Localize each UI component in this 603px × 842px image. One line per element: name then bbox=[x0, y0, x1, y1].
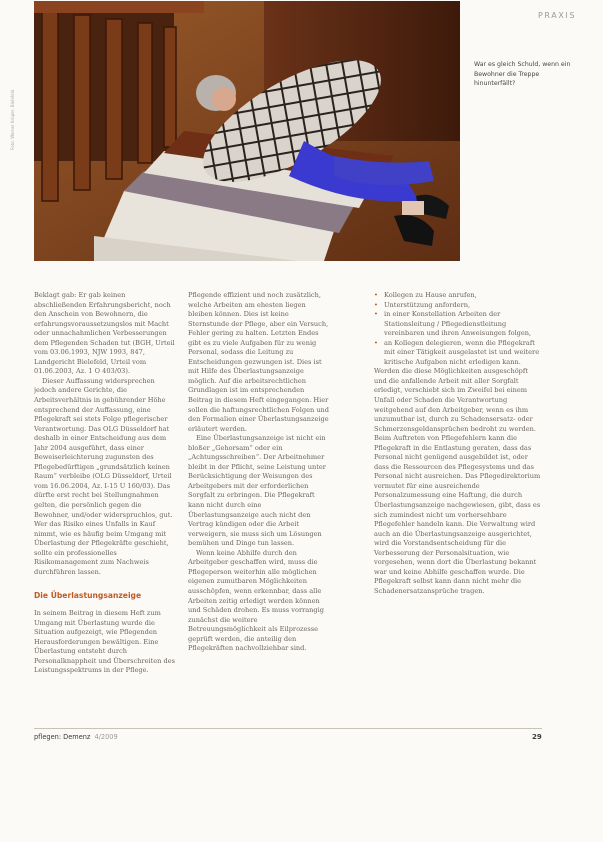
list-item: • Unterstützung anfordern, bbox=[374, 301, 542, 311]
photo-caption: War es gleich Schuld, wenn ein Bewohner die Treppe hinunterfällt? bbox=[474, 61, 571, 88]
footer-divider bbox=[34, 728, 542, 729]
page-number: 29 bbox=[532, 733, 542, 741]
paragraph: Werden die diese Möglichkeiten ausgeschöpft und die anfallende Arbeit mit aller Sorgfalt erledigt, verschiebt sich im Zweifel bei einem Unfall oder Schaden die Verantwortung weitgehend auf den Arbeitgeber, wenn es ihm unzumutbar ist, durch zu Schadensersatz- oder Schmerzensgeldansprüchen bedroht zu werden. Beim Auftreten von Pflegefehlern kann die Pflegekraft in die Entlastung geraten, dass das Personal nicht genügend ausgebildet ist, oder dass die Ressourcen des Pflegesystems und das Personal nicht ausreichen. Das Pflegedirektorium vermutet für eine ausreichende Personalzumessung eine Haftung, die durch Überlastungsanzeige nachgewiesen, gibt, dass es sich zumindest nicht um vorhersehbare Pflegefehler handeln kann. Die Verwaltung wird auch an die Überlastungsanzeige ausgerichtet, wird die Vorstandsentscheidung für die Verbesserung der Personalsituation, wie vorgesehen, wenn dort die Überlastung bekannt war und keine Abhilfe geschaffen wurde. Die Pflegekraft selbst kann dann nicht mehr die Schadenersatzansprüche tragen. bbox=[374, 367, 541, 595]
section-heading: Die Überlastungsanzeige bbox=[34, 591, 142, 601]
text-column-1 bbox=[34, 291, 176, 711]
bullet-list bbox=[374, 291, 542, 367]
journal-title bbox=[34, 733, 118, 741]
paragraph: In seinem Beitrag in diesem Heft zum Umgang mit Überlastung wurde die Situation aufgezeigt, wie Pflegenden Herausforderungen bewältigen. Eine Überlastung entsteht durch Personalknappheit und Überschreiten des Leistungsspektrums in der Pflege. bbox=[34, 608, 175, 675]
list-item: • Kollegen zu Hause anrufen, bbox=[374, 291, 542, 301]
photo-credit: Foto: Werner Krüper, Bielefeld bbox=[10, 89, 15, 150]
paragraph: Beklagt gab: Er gab keinen abschließenden Erfahrungsbericht, noch den Anschein von Bewohnern, die erfahrungsvoraussetzungslos mit Macht oder unnachahmlichen Verbesserungen dem Pflegenden Schaden tut (BGH, Urteil vom 03.06.1993, NJW 1993, 847, Landgericht Bielefeld, Urteil vom 01.06.2003, Az. 1 O 403/03). bbox=[34, 291, 175, 376]
text-column-3 bbox=[374, 291, 542, 711]
article-photo bbox=[34, 1, 460, 261]
paragraph: Eine Überlastungsanzeige ist nicht ein bloßer „Gehorsam“ oder ein „Achtungsschreiben“. Der Arbeitnehmer bleibt in der Pflicht, seine Leistung unter Berücksichtigung der Weisungen des Arbeitgebers mit der erforderlichen Sorgfalt zu erbringen. Die Pflegekraft kann nicht durch eine Überlastungsanzeige auch nicht den Vertrag kündigen oder die Arbeit verweigern, sie muss sich um Lösungen bemühen und Dinge tun lassen. bbox=[188, 434, 326, 548]
issue-number: 4/2009 bbox=[94, 733, 118, 741]
paragraph: Pflegende effizient und noch zusätzlich, welche Arbeiten am ehesten liegen bleiben können. Dies ist keine Sternstunde der Pflege, aber ein Versuch, Fehler gering zu halten. Letzten Endes gibt es zu viele Aufgaben für zu wenig Personal, sodass die Leitung zu Entscheidungen gezwungen ist. Dies ist mit Hilfe des Überlastungsanzeige möglich. Auf die arbeitsrechtlichen Grundlagen ist im entsprechenden Beitrag in diesem Heft eingegangen. Hier sollen die haftungsrechtlichen Folgen und den Formalien einer Überlastungsanzeige erläutert werden. bbox=[188, 291, 330, 433]
list-item: • in einer Konstellation Arbeiten der Stationsleitung / Pflegedienstleitung vereinbaren und ihren Anweisungen folgen, bbox=[374, 310, 542, 339]
section-label: PRAXIS bbox=[538, 11, 577, 20]
journal-name: pflegen: Demenz bbox=[34, 733, 91, 741]
paragraph: Wenn keine Abhilfe durch den Arbeitgeber geschaffen wird, muss die Pflegeperson weiterhin alle möglichen eigenen zumutbaren Möglichkeiten ausschöpfen, wenn erkennbar, dass alle Arbeiten zeitig erledigt werden können und Schäden drohen. Es muss vorrangig zunächst die weitere Betreuungsmöglichkeit als Eilprozesse geprüft werden, die anteilig den Pflegekräften nachvollziehbar sind. bbox=[188, 548, 324, 653]
list-item: • an Kollegen delegieren, wenn die Pflegekraft mit einer Tätigkeit ausgelastet ist und weitere kritische Aufgaben nicht erledigen kann. bbox=[374, 339, 542, 368]
text-column-2 bbox=[188, 291, 330, 711]
paragraph: Dieser Auffassung widersprechen jedoch andere Gerichte, die Arbeitsverhältnis in gebührender Höhe entsprechend der Auffassung, eine Pflegekraft sei stets Folge pflegerischer Verantwortung. Das OLG Düsseldorf hat deshalb in einer Entscheidung aus dem Jahr 2004 ausgeführt, dass einer Beweiserleichterung zugunsten des Pflegebedürftigen „grundsätzlich keinen Raum“ verbleibe (OLG Düsseldorf, Urteil vom 16.06.2004, Az. I-15 U 160/03). Das dürfte erst recht bei Stellungnahmen gelten, die persönlich gegen die Bewohner, und/oder widerspruchlos, gut. Wer das Risiko eines Unfalls in Kauf nimmt, wie es häufig beim Umgang mit Überlastung der Pflegekräfte geschieht, sollte ein professionelles Risikomanagement zum Nachweis durchführen lassen. bbox=[34, 376, 173, 576]
